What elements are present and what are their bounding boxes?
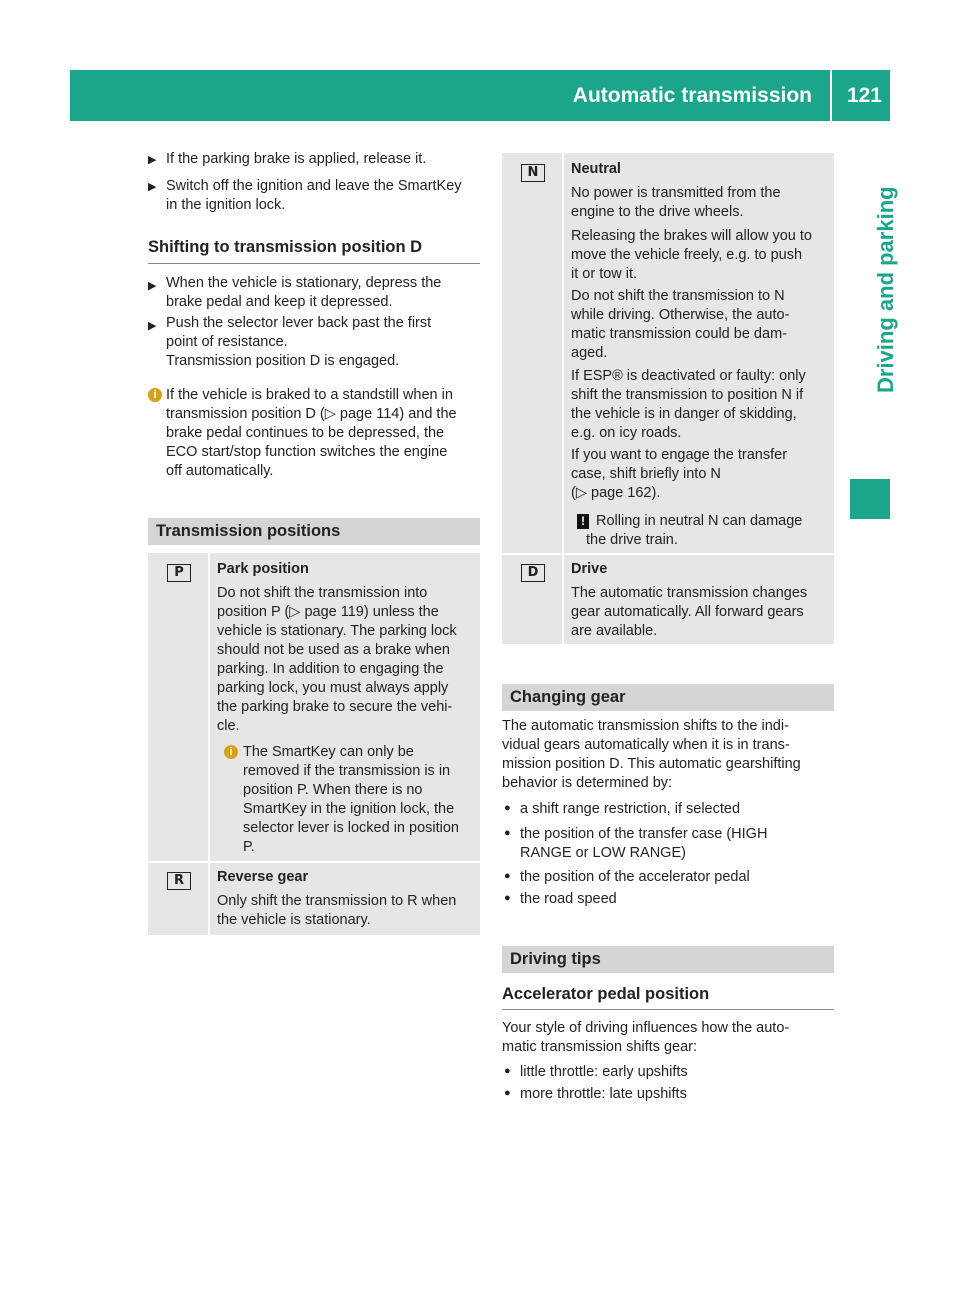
info-icon: i [148, 388, 162, 402]
info-text: ECO start/stop function switches the engine [166, 444, 448, 460]
table-column-divider [208, 553, 210, 935]
header-title: Automatic transmission [572, 84, 812, 107]
step-text: Transmission position D is engaged. [166, 353, 400, 369]
park-symbol-icon: P [167, 564, 191, 582]
section-transmission-positions [148, 518, 480, 545]
page-header [70, 70, 890, 121]
park-title: Park position [217, 561, 309, 577]
bullet-icon: ● [504, 1065, 511, 1077]
list-item: more throttle: late upshifts [520, 1086, 687, 1102]
step-arrow-icon: ▶ [148, 181, 157, 193]
list-item: RANGE or LOW RANGE) [520, 845, 686, 861]
section-changing-gear [502, 684, 834, 711]
list-item: a shift range restriction, if selected [520, 801, 741, 817]
reverse-symbol-icon: R [167, 872, 191, 890]
step-text: When the vehicle is stationary, depress the [166, 275, 442, 291]
header-divider [830, 70, 832, 121]
neutral-title: Neutral [571, 161, 621, 177]
page-number: 121 [846, 84, 882, 107]
info-text: brake pedal continues to be depressed, the [166, 425, 445, 441]
table-row-divider [502, 553, 834, 555]
bullet-icon: ● [504, 1087, 511, 1099]
heading-shifting-to-d: Shifting to transmission position D [148, 238, 423, 256]
section-title: Changing gear [510, 688, 626, 706]
step-text: Switch off the ignition and leave the SmartKey [166, 178, 462, 194]
bullet-icon: ● [504, 827, 511, 839]
info-text: transmission position D (▷ page 114) and the [166, 406, 457, 422]
neutral-symbol-icon: N [521, 164, 545, 182]
heading-accelerator-pedal: Accelerator pedal position [502, 985, 710, 1003]
step-arrow-icon: ▶ [148, 320, 157, 332]
heading-rule [148, 263, 480, 264]
reverse-title: Reverse gear [217, 869, 309, 885]
section-title: Driving tips [510, 950, 601, 968]
step-text: Push the selector lever back past the first [166, 315, 432, 331]
bullet-icon: ● [504, 870, 511, 882]
list-item: little throttle: early upshifts [520, 1064, 688, 1080]
step-arrow-icon: ▶ [148, 280, 157, 292]
right-column: N Neutral No power is transmitted from the engine to the drive wheels. Releasing the brakes will allow you to move the vehicle freely, e.g. to push it or tow it. Do not shift the transmission to N while driving. Otherwise, the auto- matic transmission could be dam- aged. If ESP® is deactivated or faulty: only shift the transmission to position N if the vehicle is in danger of skidding, e.g. on icy roads. If you want to engage the transfer case, shift briefly into N (▷ page 162). ! Rolling in neutral N can damage the drive train. D Drive The automatic transmission changes gear automatically. All forward gears are available. Changing gear The automatic transmission shifts to the indi- vidual gears automatically when it is in trans- mission position D. This automatic gearshifting behavior is determined by: ● a shift range restriction, if selected ● the position of the transfer case (HIGH RANGE or LOW RANGE) ● the position of the accelerator pedal ● the road speed Driving tips Accelerator pedal position Your style of driving influences how the auto- matic transmission shifts gear: ● little throttle: early upshifts ● more throttle: late upshifts [502, 150, 834, 1110]
list-item: the road speed [520, 891, 617, 907]
table-row-divider [148, 861, 480, 863]
step-text: point of resistance. [166, 334, 288, 350]
list-item: the position of the transfer case (HIGH [520, 826, 768, 842]
info-text: If the vehicle is braked to a standstill when in [166, 387, 453, 403]
step-text: brake pedal and keep it depressed. [166, 294, 393, 310]
heading-rule [502, 1009, 834, 1010]
bullet-icon: ● [504, 892, 511, 904]
step-arrow-icon: ▶ [148, 154, 157, 166]
left-column: ▶ If the parking brake is applied, release it. ▶ Switch off the ignition and leave the SmartKey in the ignition lock. Shifting to transmission position D ▶ When the vehicle is stationary, depress the brake pedal and keep it depressed. ▶ Push the selector lever back past the first point of resistance. Transmission position D is engaged. i If the vehicle is braked to a standstill when in transmission position D (▷ page 114) and the brake pedal continues to be depressed, the ECO start/stop function switches the engine off automatically. Transmission positions P Park position Do not shift the transmission into position P (▷ page 119) unless the vehicle is stationary. The parking lock should not be used as a brake when parking. In addition to engaging the parking lock, you must always apply the parking brake to secure the vehi- cle. i The SmartKey can only be removed if the transmission is in position P. When there is no SmartKey in the ignition lock, the selector lever is locked in position P. R Reverse gear Only shift the transmission to R when the vehicle is stationary. [148, 150, 480, 950]
list-item: the position of the accelerator pedal [520, 869, 750, 885]
warning-icon: ! [577, 514, 589, 529]
table-column-divider [562, 153, 564, 644]
section-driving-tips [502, 946, 834, 973]
side-tab-marker [850, 479, 890, 519]
info-icon: i [224, 745, 238, 759]
bullet-icon: ● [504, 802, 511, 814]
step-text: If the parking brake is applied, release it. [166, 151, 427, 167]
drive-symbol-icon: D [521, 564, 545, 582]
drive-title: Drive [571, 561, 608, 577]
info-text: off automatically. [166, 463, 274, 479]
section-title: Transmission positions [156, 522, 341, 540]
side-tab-label: Driving and parking [873, 186, 898, 393]
step-text: in the ignition lock. [166, 197, 286, 213]
